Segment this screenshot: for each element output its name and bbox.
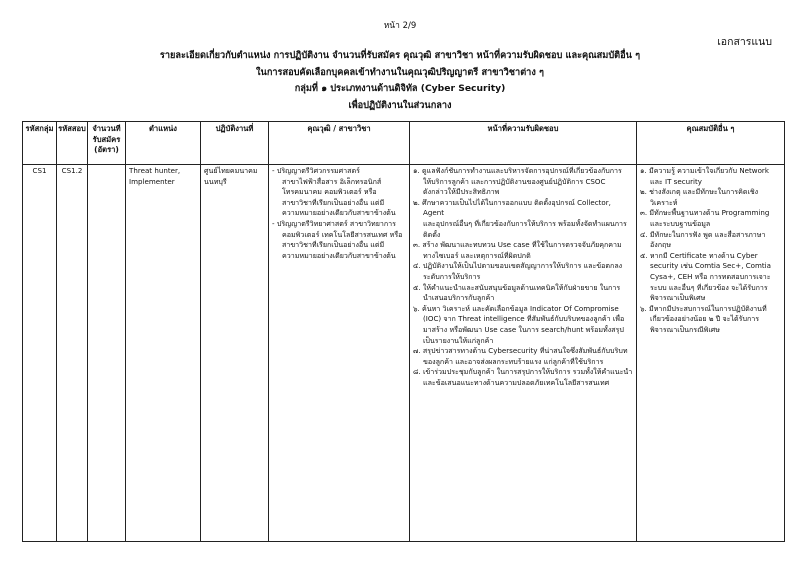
other-line: ๔. มีทักษะในการฟัง พูด และสื่อสารภาษา	[640, 229, 766, 239]
workplace-line: ศูนย์ไทยคมนาคม	[204, 166, 258, 175]
other-line: security เช่น Comtia Sec+, Comtia	[650, 261, 772, 271]
duties-line: ๒. ศึกษาความเป็นไปได้ในการออกแบบ ติดตั้งอุปกรณ์ Collector,	[413, 197, 611, 207]
other-line: และ IT security	[650, 176, 702, 186]
duties-line: เป็นรายงานให้แก่ลูกค้า	[423, 335, 494, 345]
other-line: ๖. มีหากมีประสบการณ์ในการปฏิบัติงานที่	[640, 303, 767, 313]
duties-line: ทางไซเบอร์ และเหตุการณ์ที่ผิดปกติ	[423, 250, 531, 260]
title-line-2: ในการสอบคัดเลือกบุคคลเข้าทำงานในคุณวุฒิปริญญาตรี สาขาวิชาต่าง ๆ	[256, 66, 544, 78]
duties-line: ๑. ดูแลฟังก์ชันการทำงานและบริหารจัดการอุปกรณ์ที่เกี่ยวข้องกับการ	[413, 166, 622, 175]
header-count	[88, 122, 126, 165]
header-exam-code: รหัสสอบ	[57, 122, 88, 165]
qualification-line: คอมพิวเตอร์ เทคโนโลยีสารสนเทศ หรือ	[282, 229, 403, 239]
header-other-qualifications: คุณสมบัติอื่น ๆ	[637, 122, 785, 165]
position-details-table	[22, 121, 785, 542]
header-count-line: (อัตรา)	[94, 145, 119, 154]
duties-line: ๗. สรุปข่าวสารทางด้าน Cybersecurity ที่น่าสนใจซึ่งสัมพันธ์กับบริบท	[413, 346, 628, 356]
duties-line: (IOC) จาก Threat intelligence ที่สัมพันธ์กับบริบทของลูกค้า เพื่อ	[423, 314, 625, 324]
header-duties: หน้าที่ความรับผิดชอบ	[410, 122, 637, 165]
other-line: ระบบ และอื่นๆ ที่เกี่ยวข้อง จะได้รับการ	[650, 282, 768, 292]
count-cell	[88, 165, 126, 542]
other-line: ๒. ช่างสังเกตุ และมีทักษะในการคิดเชิง	[640, 187, 759, 197]
qualification-line: ความหมายอย่างเดียวกับสาขาข้างต้น	[282, 208, 396, 218]
group-code-cell: CS1	[23, 165, 57, 542]
qualification-line: โทรคมนาคม คอมพิวเตอร์ หรือ	[282, 187, 377, 197]
header-row	[23, 122, 785, 165]
other-line: อังกฤษ	[650, 240, 671, 250]
other-line: ๓. มีทักษะพื้นฐานทางด้าน Programming	[640, 208, 770, 218]
header-count-line: จำนวนที่	[92, 124, 121, 133]
duties-cell	[410, 165, 637, 542]
page-number: หน้า 2/9	[383, 21, 417, 31]
duties-line: ติดตั้ง	[423, 229, 441, 239]
qualification-cell	[269, 165, 410, 542]
header-count-line: รับสมัคร	[92, 134, 121, 144]
duties-line: และอุปกรณ์อื่นๆ ที่เกี่ยวข้องกับการให้บริการ พร้อมทั้งจัดทำแผนการ	[423, 218, 627, 228]
title-line-4: เพื่อปฏิบัติงานในส่วนกลาง	[348, 99, 452, 111]
title-line-3: กลุ่มที่ ๑ ประเภทงานด้านดิจิทัล (Cyber Security)	[294, 83, 506, 94]
header-group-code: รหัสกลุ่ม	[23, 122, 57, 165]
other-line: และระบบฐานข้อมูล	[650, 218, 711, 228]
duties-line: และข้อเสนอแนะทางด้านความปลอดภัยเทคโนโลยีสารสนเทศ	[423, 377, 610, 387]
duties-line: ให้บริการลูกค้า และการปฏิบัติงานของศูนย์ปฏิบัติการ CSOC	[423, 176, 606, 186]
other-line: วิเคราะห์	[650, 197, 678, 207]
title-line-1: รายละเอียดเกี่ยวกับตำแหน่ง การปฏิบัติงาน จำนวนที่รับสมัคร คุณวุฒิ สาขาวิชา หน้าที่ความรับผิดชอบ และคุณสมบัติอื่น ๆ	[159, 50, 641, 61]
duties-line: ๔. ปฏิบัติงานให้เป็นไปตามขอบเขตสัญญาการให้บริการ และข้อตกลง	[413, 261, 623, 271]
duties-line: ๕. ให้คำแนะนำและสนับสนุนข้อมูลด้านเทคนิคให้กับฝ่ายขาย ในการ	[413, 282, 621, 292]
qualification-line: สาขาไฟฟ้าสื่อสาร อิเล็กทรอนิกส์	[282, 176, 382, 186]
position-line: Implementer	[129, 176, 175, 186]
header-workplace: ปฏิบัติงานที่	[201, 122, 269, 165]
duties-line: ๓. สร้าง พัฒนาและทบทวน Use case ที่ใช้ในการตรวจจับภัยคุกคาม	[413, 240, 622, 250]
duties-line: ดังกล่าวให้มีประสิทธิภาพ	[423, 187, 500, 197]
duties-line: ๘. เข้าร่วมประชุมกับลูกค้า ในการสรุปการให้บริการ รวมทั้งให้คำแนะนำ	[413, 367, 633, 377]
qualification-line: - ปริญญาตรีวิศวกรรมศาสตร์	[272, 166, 360, 175]
duties-line: มาสร้าง หรือพัฒนา Use case ในการ search/hunt พร้อมทั้งสรุป	[423, 324, 624, 334]
other-qualifications-cell	[637, 165, 785, 542]
duties-line: Agent	[423, 208, 444, 218]
duties-line: ๖. ค้นหา วิเคราะห์ และคัดเลือกข้อมูล Indicator Of Compromise	[413, 303, 619, 313]
other-line: เกี่ยวข้องอย่างน้อย ๒ ปี จะได้รับการ	[650, 314, 760, 324]
qualification-line: ความหมายอย่างเดียวกับสาขาข้างต้น	[282, 250, 396, 260]
other-line: ๑. มีความรู้ ความเข้าใจเกี่ยวกับ Network	[640, 166, 769, 175]
other-line: Cysa+, CEH หรือ การทดสอบการเจาะ	[650, 271, 771, 281]
qualification-line: สาขาวิชาที่เรียกเป็นอย่างอื่น แต่มี	[282, 240, 385, 250]
header-position: ตำแหน่ง	[126, 122, 201, 165]
other-line: พิจารณาเป็นพิเศษ	[650, 293, 706, 303]
table-row	[23, 165, 785, 542]
duties-line: ของลูกค้า และอาจส่งผลกระทบร้ายแรง แก่ลูกค้าที่ใช้บริการ	[423, 356, 604, 366]
attachment-label: เอกสารแนบ	[717, 36, 772, 48]
position-line: Threat hunter,	[129, 166, 181, 175]
duties-line: ระดับการให้บริการ	[423, 271, 481, 281]
exam-code-cell: CS1.2	[57, 165, 88, 542]
header-qualification: คุณวุฒิ / สาขาวิชา	[269, 122, 410, 165]
qualification-line: สาขาวิชาที่เรียกเป็นอย่างอื่น แต่มี	[282, 197, 385, 207]
qualification-line: - ปริญญาตรีวิทยาศาสตร์ สาขาวิทยาการ	[272, 218, 396, 228]
document-titles	[0, 48, 800, 114]
position-cell	[126, 165, 201, 542]
workplace-cell	[201, 165, 269, 542]
workplace-line: นนทบุรี	[204, 176, 227, 186]
duties-line: นำเสนอบริการกับลูกค้า	[423, 293, 495, 303]
other-line: ๕. หากมี Certificate ทางด้าน Cyber	[640, 250, 758, 260]
other-line: พิจารณาเป็นกรณีพิเศษ	[650, 324, 720, 334]
